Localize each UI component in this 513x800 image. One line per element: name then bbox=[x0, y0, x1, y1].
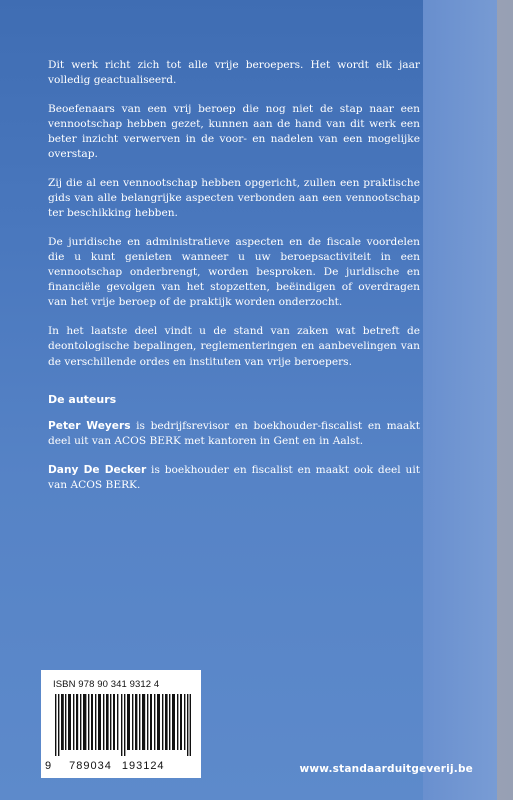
author-bio: is boekhouder en fiscalist en maakt ook deel uit van ACOS BERK. bbox=[48, 464, 420, 492]
barcode-digit-group-2: 193124 bbox=[121, 760, 165, 772]
author-name: Dany De Decker bbox=[48, 464, 147, 477]
blurb-paragraph-1: Dit werk richt zich tot alle vrije beroepers. Het wordt elk jaar volledig geactualiseerd. bbox=[48, 59, 420, 87]
blurb-paragraph-2: Beoefenaars van een vrij beroep die nog niet de stap naar een vennootschap hebben gezet, kunnen aan de hand van dit werk een beter inzicht verwerven in de voor- en nadelen van een mogelijke overstap. bbox=[48, 103, 420, 161]
authors-section bbox=[48, 419, 420, 493]
author-entry bbox=[48, 463, 420, 493]
publisher-website: www.standaarduitgeverij.be bbox=[299, 763, 473, 775]
barcode-digit-group-1: 789034 bbox=[69, 760, 112, 772]
blurb-paragraph-3: Zij die al een vennootschap hebben opgericht, zullen een praktische gids van alle belangrijke aspecten verbonden aan een vennootschap ter beschikking hebben. bbox=[48, 177, 420, 220]
blurb-paragraph-4: De juridische en administratieve aspecten en de fiscale voordelen die u kunt genieten wanneer u uw beroepsactiviteit in een vennootschap onderbrengt, worden besproken. De juridische en financiële gevolgen van het stopzetten, beëindigen of overdragen van het vrije beroep of de praktijk worden onderzocht. bbox=[48, 236, 420, 309]
barcode-digits bbox=[45, 760, 197, 772]
author-entry bbox=[48, 419, 420, 449]
blurb-text bbox=[48, 58, 420, 507]
barcode-digit-prefix: 9 bbox=[45, 760, 52, 772]
barcode-box bbox=[41, 670, 201, 778]
author-bio: is bedrijfsrevisor en boekhouder-fiscalist en maakt deel uit van ACOS BERK met kantoren in Gent en in Aalst. bbox=[48, 420, 420, 448]
blurb-paragraph-5: In het laatste deel vindt u de stand van zaken wat betreft de deontologische bepalingen, reglementeringen en aanbevelingen van de verschillende ordes en instituten van vrije beroepers. bbox=[48, 325, 420, 368]
author-name: Peter Weyers bbox=[48, 420, 131, 433]
cover-side-band bbox=[423, 0, 497, 800]
authors-heading: De auteurs bbox=[48, 392, 117, 406]
isbn-label: ISBN 978 90 341 9312 4 bbox=[53, 679, 160, 690]
barcode-icon bbox=[55, 694, 191, 756]
